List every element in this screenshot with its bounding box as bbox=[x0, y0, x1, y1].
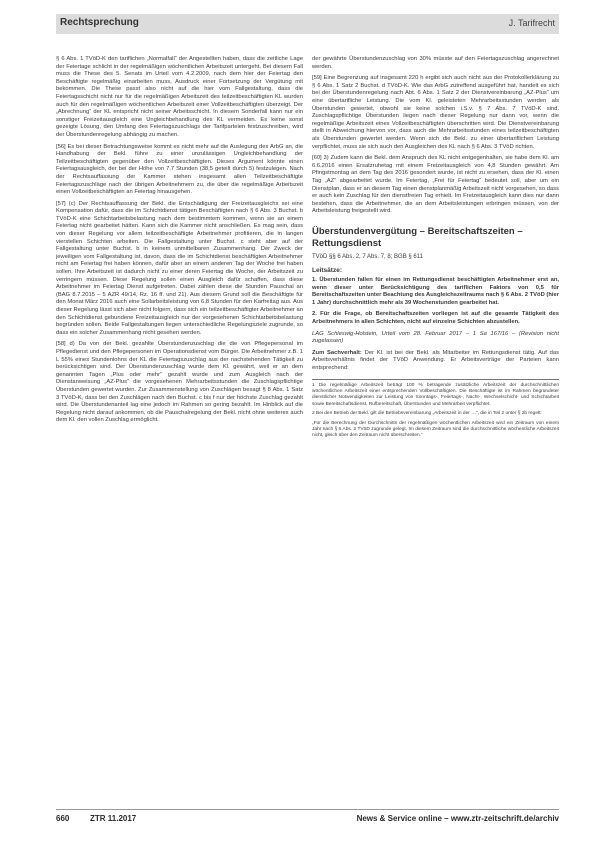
footer-website: News & Service online – www.ztr-zeitschrift.de/archiv bbox=[356, 814, 559, 823]
leitsatz: 2. Für die Frage, ob Bereitschaftszeiten vorliegen ist auf die gesamte Tätigkeit des Arbeitnehmers in allen Schichten, nicht auf einzelne Schichten abzustellen. bbox=[312, 311, 559, 326]
leitsatz: 1. Überstunden fallen für einen im Rettungsdienst beschäftigten Arbeitnehmer erst an, wenn dieser unter Berücksichtigung des tariflichen Faktors von 0,5 für Bereitschaftszeiten unter Beachtung des Ausgleichszeitraums nach § 6 Abs. 2 TVöD (hier 1 Jahr) durchschnittlich mehr als 39 Wochenstunden gearbeitet hat. bbox=[312, 277, 559, 306]
journal-issue: ZTR 11.2017 bbox=[90, 814, 137, 823]
paragraph: [58] d) Da von der Bekl. gezahlte Überstundenzuschlag die die von Pflegepersonal im Pflegedienst und den Pflegepersonen im Operationsdienst vom Bürger. Die Arbeitnehmer z.B. 1 L 55% eines Stundenlohns der KL die Feiertagszuschlag aus der nachstehenden Tätigkeit zu berücksichtigen sind. Der Überstundenzuschlag wurde dem Kl. gewährt, weil er an dem genannten Tagen „Plus oder mehr“ gezahlt wurde und zum Ausgleich nach der Dienstanweisung „AZ-Plus“ die vorgesehenen Mehrarbeitsstunden die Zuschlagspflichtige Überstunden gewertet wurden. Zur Zusammenstellung von Zuschlägen besagt § 8 Abs. 1 Satz 3 TVöD-K, dass bei den Zuschlägen nach den Buchst. c bis f nur der höchste Zuschlag gezahlt wird. Die Überstundenanteil lag eine jedoch im Rahmen so gering bezahlt. Im Hinblick auf die Regelung nicht darauf ankommen, ob die Pauschalregelung der Bekl. nicht ohne weiteres auch dem Kl. den vollen Zuschlag ermöglicht. bbox=[56, 341, 303, 424]
running-header bbox=[56, 14, 559, 34]
left-column bbox=[56, 56, 303, 429]
footnote: 1 Die regelmäßige Arbeitszeit beträgt 100 % betragende zusätzliche Arbeitszeit der durchschnittlichen wöchentlichen Arbeitszeit einer entsprechenden Vollbeschäftigten. Die Beschäftigte ist im Rahmen begründeter dienstlicher Notwendigkeiten zur Leistung von Sonntags-, Feiertags-, Nacht-, Wechselschicht- und Schichtarbeit sowie Bereitschaftsdienst, Rufbereitschaft, Überstunden und Mehrarbeit verpflichtet. bbox=[312, 382, 559, 407]
paragraph: der gewährte Überstundenzuschlag von 30% müsste auf den Feiertagszuschlag angerechnet werden. bbox=[312, 56, 559, 70]
sachverhalt-heading: Zum Sachverhalt: bbox=[312, 349, 362, 356]
leitsaetze-heading: Leitsätze: bbox=[312, 267, 342, 275]
article-label: J. Tarifrecht bbox=[508, 18, 555, 28]
sachverhalt bbox=[312, 350, 559, 373]
decision-title: Überstundenvergütung – Bereitschaftszeiten – Rettungsdienst bbox=[312, 225, 523, 249]
footnotes bbox=[312, 379, 559, 440]
right-column bbox=[312, 56, 559, 443]
footnote: 2 Bei den Betrieb der Bekl. gilt die Betriebsvereinbarung „Arbeitszeit in der …“, die in Teil 2 unter § 2b regelt: bbox=[312, 411, 542, 417]
decision-source: LAG Schleswig-Holstein, Urteil vom 28. Februar 2017 – 1 Sa 167/16 – (Revision nicht zugelassen) bbox=[312, 330, 559, 345]
sachverhalt-text: Der Kl. ist bei der Bekl. als Mitarbeiter im Rettungsdienst tätig. Auf das Arbeitsverhältnis findet der TVöD Anwendung. Er Arbeitsverträge der Parteien kann entsprechend: bbox=[312, 349, 559, 371]
paragraph: § 6 Abs. 1 TVöD-K den tariflichen „Normalfall“ der Angestellten haben, dass die zeitliche Lage der Feiertage schlicht in der regelmäßigen wöchentlichen Arbeitszeit untergeht. Bei diesem Fall muss die These des 5. Senats im Urteil vom 4.2.2009, nach dem hier der Feiertag den Beschäftigte regelmäßig einarbeiten muss, Ausdruck einer Fortsetzung der Vergütung mit bekommen. Die These passt also nicht auf die hier vom Fallgestaltung, dass die Feiertagsschicht nicht nur für die regelmäßigen Arbeitszeit des teilzeitbeschäftigten KL wurden auch für den regelmäßigen wöchentlichen Arbeitszeit einer Vollzeitbeschäftigten überzeigt. Der „Abrechnung“ der KL entspricht nicht seiner Arbeitsschicht. In diesem Sonderfall kann nur ein sonstiger Freizeitausgleich eine Ungleichbehandlung des KL vermeiden. Es keine sonst gezeigte Lösung, den Umfang des Feiertagszuschlags der Tarifparteien festzuschreiben, wird der Überstundenregelung abhängig zu machen. bbox=[56, 56, 303, 138]
section-label: Rechtsprechung bbox=[60, 17, 139, 28]
paragraph: [57] (c) Der Rechtsauffassung der Bekl. die Entschädigung der Freizeitausgleichs sei eine Kompensation dafür, dass die im Schichtdienst tätigen Beschäftigten nach § 6 Abs. 3 Buchst. b TVöD-K eine Schichtarbeitsbelastung nach dem bestimmtem kommen, wenn sie an einem Feiertag nicht gearbeitet hätten. Kann sich die Kammer nicht anschließen. Es mag sein, dass von dieser Regelung vor allem teilzeitbeschäftigte Arbeitnehmer profitieren, die in langen vierstellen Schichten arbeiten. Die Fallgestaltung unter Buchst. c steht aber auf der Fallgestaltung unter Buchst. b in keinem unmittelbaren Zusammenhang. Der Zweck der jeweiligen vom Fallgestaltung ist, davon, dass die im Schichtdienst beschäftigten Arbeitnehmer nicht am Feiertag frei haben können, dafür aber an einem anderen Tag der Woche frei haben sollen. Ihre Arbeitszeit ist dadurch nicht zu einer deren Feiertag die Woche, der Arbeitszeit zu verringern müssen. Diese Regelung sollen einen Ausgleich dafür schaffen, dass diese Arbeitnehmer im Feiertag Dienst aufgetreten. Dabei zählen diese die Stunden Pauschal an (BAG 8.7.2015 – 5 AZR 49/14, Rz. 16 ff. und 21). Aus diesem Grund soll die Beschäftigte für den Monat März 2016 auch eine Sollarbeitsleistung von 6,8 Stunden für den Karfreitag aus. Aus dieser Regelung lässt sich aber nicht folgern, dass sich ein teilzeitbeschäftigter Arbeitnehmer an den Schichtdienst gebundene Freizeitausgleich nur der vorgesehenen Schichtarbeitsbelastung begründen sollen. Beide Fallgestaltungen liegen unterschiedliche Regelungsziele zugrunde, so dass ein solcher Zusammenhang nicht gesehen werden. bbox=[56, 200, 303, 336]
paragraph: [60] 3) Zudem kann die Bekl. dem Anspruch des KL nicht entgegenhalten, sie habe dem Kl. am 6.6.2016 einen Ersatzruhetag mit einem Freizeitausgleich von 4,8 Stunden gewährt. Am Pfingstmontag an dem Tag des 2016 gesondert wurde, ist nicht zu ersehen, dass der Kl. einen Tag „AZ“ abgearbeitet wurde. Im Feiertag, „Frei für Feiertag“ bedeutet soll, aber um ein Dienstplan, dass er an diesem Tag einen dienstplanmäßig Arbeitszeit nicht vorgesehen, so dass er auch kein Zuschlag für den dienstfreien Tag erhielt. Im Freizeitausgleich kann dies nur dann bestehen, dass die Arbeitnehmer, die an dem Arbeitsleistungen erbringen müssen, von der Arbeitsleistung freigestellt wird. bbox=[312, 155, 559, 215]
footnote: „Für die Berechnung der Durchschnitts der regelmäßigen wöchentlichen Arbeitszeit wird ein Zeitraum von einem Jahr nach § 6 Abs. 2 TVöD zugrunde gelegt. Im diesem Zeitraum sind die durchschnittliche wöchentliche Arbeitszeit nicht, gleich über den Zeitraum nicht überschreiten.“ bbox=[312, 420, 559, 439]
norms-reference: TVöD §§ 6 Abs. 2, 7 Abs. 7, 8; BGB § 611 bbox=[312, 253, 423, 260]
page-footer bbox=[56, 809, 559, 826]
paragraph: [56] Es bei dieser Betrachtungsweise kommt es nicht mehr auf die Auslegung des ArbG an, die Handhabung der Bekl. führe zu einer unzulässigen Ungleichbehandlung der Teilzeitbeschäftigten gegenüber den Vollzeitbeschäftigten. Dieses Argument könnte einen Feiertagsausgleich, der bei der Höhe von 7,7 Stunden (38,5 geteilt durch 5) festzulegen. Nach der Rechtsauffassung der Kammer stehen insgesamt allen Teilzeitbeschäftigte Feiertagszuschläge nach der übrigen Arbeitnehmern zu, die über die regelmäßige Arbeitszeit einen Vollzeitbeschäftigten an Feiertag hinausgehen. bbox=[56, 143, 303, 196]
paragraph: [59] Eine Begrenzung auf insgesamt 220 h ergibt sich auch nicht aus der Protokollerklärung zu § 6 Abs. 1 Satz 2 Buchst. d TVöD-K. Wie das ArbG zutreffend ausgeführt hat, handelt es sich bei der Überstundenregelung nach Abt. 6 Abs. 1 Satz 2 der Dienstvereinbarung „AZ-Plus“ um eine übertarifliche Leistung. Die vom Kl. geleisteten Mehrarbeitsstunden werden als Überstunden gewertet, obwohl sie keine solchen i.S.v. § 7 Abs. 7 TVöD-K sind. Zuschlagspflichtige Überstunden liegen nach dieser Regelung nur dann vor, wenn die regelmäßige Arbeitszeit eines Vollzeitbeschäftigten überschritten wird. Die Dienstvereinbarung stellt in Abweichung hiervon vor, dass auch die Mehrarbeitsstunden eines teilzeitbeschäftigten als Überstunden gewertet werden. Wenn sich die Bekl. zu einer übertariflichen Leistung verpflichtet, muss sie sich auch den Ausgleichen des KL nach § 6 Abs. 3 TVöD richten. bbox=[312, 75, 559, 150]
page-number: 660 bbox=[56, 814, 70, 823]
